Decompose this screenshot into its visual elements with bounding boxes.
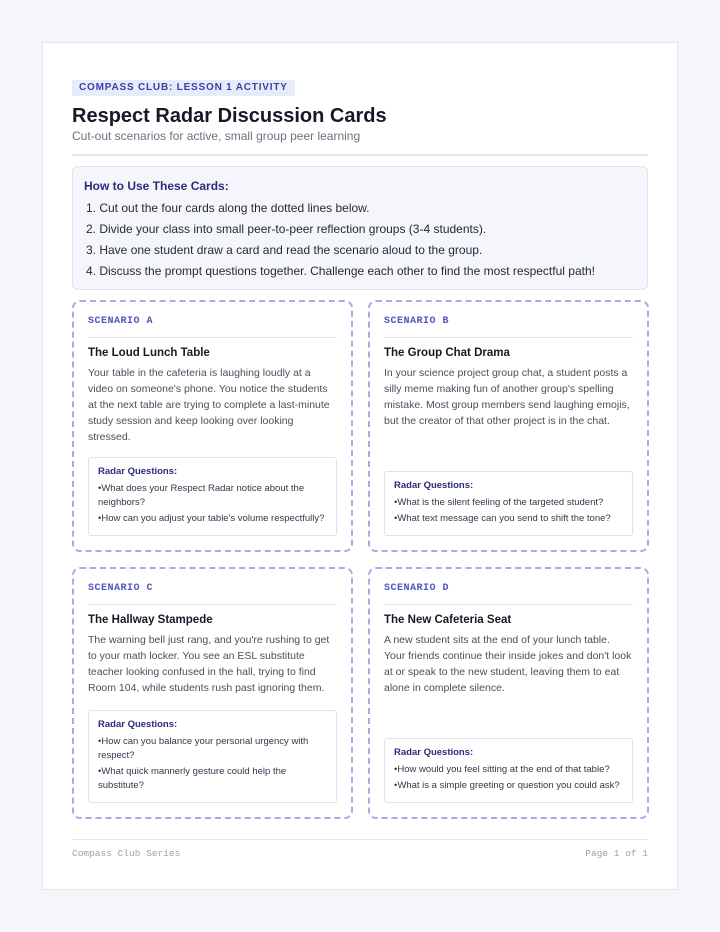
radar-question: • How can you balance your personal urgency with respect?: [98, 735, 327, 763]
scenario-text: In your science project group chat, a student posts a silly meme making fun of another group's spelling mistake. Most group members send laughing emojis, but the creator of that other project is in the chat.: [384, 367, 630, 427]
scenario-title: The Loud Lunch Table: [88, 347, 210, 359]
scenario-card-a: [72, 300, 353, 552]
header-divider: [72, 154, 648, 156]
instruction-step: 2. Divide your class into small peer-to-peer reflection groups (3-4 students).: [86, 222, 487, 236]
scenario-card-b: [368, 300, 649, 552]
scenario-card-grid: [72, 300, 648, 819]
scenario-label: SCENARIO C: [88, 583, 337, 605]
footer-series: Compass Club Series: [72, 848, 181, 859]
radar-question: • How would you feel sitting at the end of that table?: [394, 763, 623, 777]
scenario-title: The New Cafeteria Seat: [384, 614, 512, 626]
scenario-text: A new student sits at the end of your lunch table. Your friends continue their inside jokes and don't look at or speak to the new student, leaving them to eat alone in complete silence.: [384, 634, 632, 694]
radar-questions-box: [88, 710, 337, 803]
instructions-list: [84, 198, 636, 282]
radar-questions-title: Radar Questions:: [394, 480, 474, 491]
page-title: Respect Radar Discussion Cards: [72, 105, 387, 127]
instructions-title: How to Use These Cards:: [84, 179, 229, 193]
scenario-title: The Group Chat Drama: [384, 347, 510, 359]
lesson-badge: COMPASS CLUB: LESSON 1 ACTIVITY: [72, 80, 295, 96]
radar-questions-box: [88, 457, 337, 536]
radar-questions-title: Radar Questions:: [394, 747, 474, 758]
instructions-box: [72, 166, 648, 290]
scenario-card-c: [72, 567, 353, 819]
instruction-step: 3. Have one student draw a card and read the scenario aloud to the group.: [86, 243, 483, 257]
instruction-step: 4. Discuss the prompt questions together. Challenge each other to find the most respectful path!: [86, 264, 595, 278]
radar-question: • What does your Respect Radar notice about the neighbors?: [98, 482, 327, 510]
radar-questions-title: Radar Questions:: [98, 466, 178, 477]
scenario-label: SCENARIO B: [384, 316, 633, 338]
radar-question: • What is the silent feeling of the targeted student?: [394, 496, 623, 510]
scenario-label: SCENARIO A: [88, 316, 337, 338]
scenario-label: SCENARIO D: [384, 583, 633, 605]
footer-page-number: Page 1 of 1: [585, 848, 648, 859]
radar-question: • How can you adjust your table's volume respectfully?: [98, 512, 327, 526]
radar-questions-box: [384, 738, 633, 803]
radar-questions-box: [384, 471, 633, 536]
radar-question: • What text message can you send to shift the tone?: [394, 512, 623, 526]
scenario-text: Your table in the cafeteria is laughing loudly at a video on someone's phone. You notice the students at the next table are trying to complete a last-minute study session and keep looking over looking stressed.: [88, 367, 330, 443]
scenario-text: The warning bell just rang, and you're rushing to get to your math locker. You see an ESL substitute teacher looking confused in the hall, trying to find Room 104, while students rush past ignoring them.: [88, 634, 330, 694]
page-subtitle: Cut-out scenarios for active, small group peer learning: [72, 129, 361, 143]
radar-question: • What quick mannerly gesture could help the substitute?: [98, 765, 327, 793]
worksheet-page: [42, 42, 678, 890]
instruction-step: 1. Cut out the four cards along the dotted lines below.: [86, 201, 370, 215]
radar-question: • What is a simple greeting or question you could ask?: [394, 779, 623, 793]
page-footer: [72, 839, 648, 859]
scenario-card-d: [368, 567, 649, 819]
scenario-title: The Hallway Stampede: [88, 614, 213, 626]
radar-questions-title: Radar Questions:: [98, 719, 178, 730]
